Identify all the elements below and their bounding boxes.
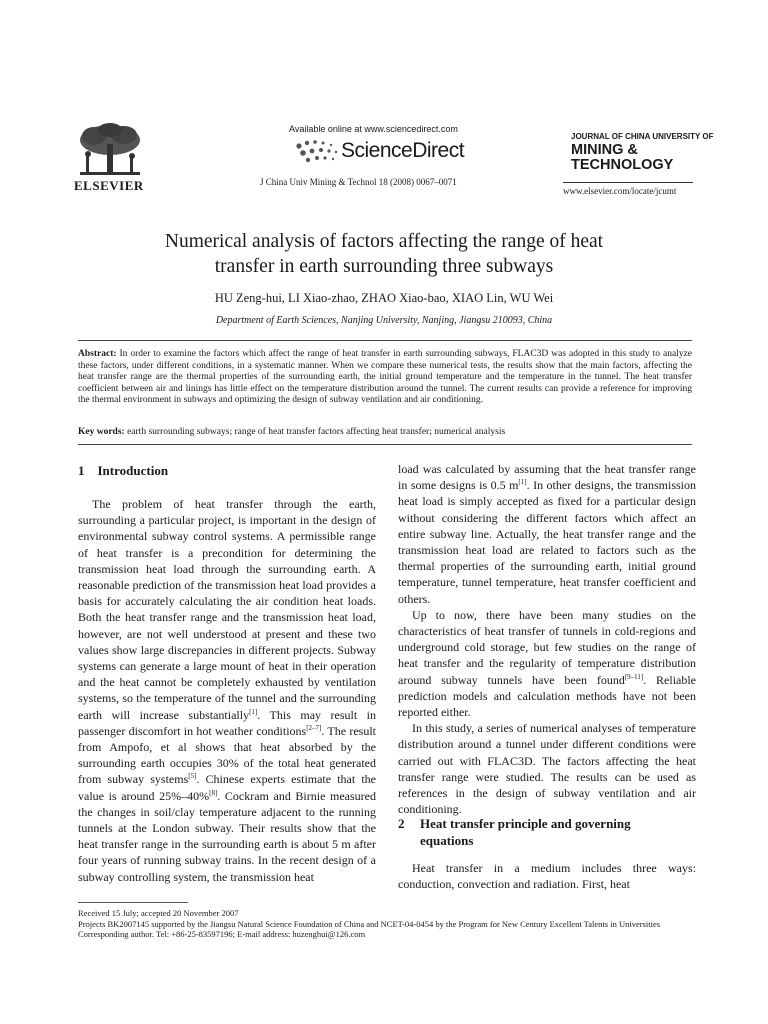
keywords-text: earth surrounding subways; range of heat transfer factors affecting heat transfer; numerical analysis	[127, 427, 506, 437]
sciencedirect-logo	[293, 137, 464, 165]
journal-citation: J China Univ Mining & Technol 18 (2008) 0067–0071	[260, 177, 457, 187]
section2-paragraph-1: Heat transfer in a medium includes three ways: conduction, convection and radiation. First, heat	[398, 861, 696, 892]
reference-link[interactable]: [1]	[249, 707, 258, 716]
intro-paragraph-2: Up to now, there have been many studies on the characteristics of heat transfer of tunnels in cold-regions and underground cold storage, but few studies on the range of heat transfer and the regularity of temperature distribution around subway tunnels have been found[9–11]. Reliable prediction models and calculation methods have not been reported either.	[398, 607, 697, 720]
footnote-rule	[78, 902, 188, 903]
intro-paragraph-3: In this study, a series of numerical analyses of temperature distribution around a tunnel under different conditions were carried out with FLAC3D. The factors affecting the heat transfer range were studied. The results can be used as references in the design of subway ventilation and air conditioning.	[398, 721, 696, 817]
right-column	[398, 461, 696, 817]
journal-name-line3: TECHNOLOGY	[571, 157, 674, 173]
sciencedirect-dots-icon	[293, 138, 339, 164]
available-online-text: Available online at www.sciencedirect.com	[289, 124, 458, 134]
section-heading-introduction	[78, 463, 168, 479]
section-heading-heat-transfer	[398, 815, 696, 849]
abstract	[78, 349, 692, 407]
reference-link[interactable]: [1]	[518, 478, 527, 487]
journal-divider	[563, 182, 693, 183]
article-title	[60, 229, 708, 279]
reference-link[interactable]: [2–7]	[306, 723, 322, 732]
abstract-label: Abstract:	[78, 349, 117, 359]
abstract-bottom-rule	[78, 444, 692, 445]
article-title-line1: Numerical analysis of factors affecting the range of heat	[164, 231, 604, 252]
footnote-received: Received 15 July; accepted 20 November 2007	[78, 908, 239, 918]
article-authors: HU Zeng-hui, LI Xiao-zhao, ZHAO Xiao-bao, XIAO Lin, WU Wei	[214, 291, 554, 305]
abstract-top-rule	[78, 340, 692, 341]
footnote-projects: Projects BK2007145 supported by the Jiangsu Natural Science Foundation of China and NCET-04-0454 by the Program for New Century Excellent Talents in Universities	[78, 918, 661, 929]
footnote-corresponding: Corresponding author. Tel: +86-25-83597196; E-mail address: huzenghui@126.com	[78, 929, 366, 939]
section2-body	[398, 860, 696, 892]
article-affiliation: Department of Earth Sciences, Nanjing University, Nanjing, Jiangsu 210093, China	[215, 315, 553, 326]
intro-paragraph-1-continued: load was calculated by assuming that the heat transfer range in some designs is 0.5 m[1]. In other designs, the transmission heat load is simply accepted as fixed for a particular design without considering the different factors which affect an entire subway line. Actually, the heat transfer range and the transmission heat load are related to factors such as the thermal properties of the surrounding earth, initial ground temperature, tunnel temperature, heat transfer coefficient and others.	[398, 462, 696, 606]
sciencedirect-wordmark: ScienceDirect	[341, 139, 465, 162]
section-title-line1: Heat transfer principle and governing	[420, 816, 631, 831]
reference-link[interactable]: [8]	[209, 788, 218, 797]
article-title-line2: transfer in earth surrounding three subways	[214, 256, 554, 277]
keywords	[78, 427, 692, 439]
section-number: 1	[78, 463, 85, 478]
reference-link[interactable]: [5]	[188, 772, 197, 781]
section-title: Introduction	[97, 463, 169, 478]
publisher-name: ELSEVIER	[74, 178, 144, 193]
section-title-line2: equations	[420, 833, 474, 848]
journal-name-line2: MINING &	[571, 142, 638, 158]
journal-name-line1: JOURNAL OF CHINA UNIVERSITY OF	[571, 132, 714, 141]
journal-name	[571, 132, 714, 173]
keywords-label: Key words:	[78, 427, 125, 437]
abstract-text: In order to examine the factors which affect the range of heat transfer in earth surrounding subways, FLAC3D was adopted in this study to analyze these factors, under different conditions, in a systematic manner. When we compare these numerical tests, the results show that the main factors, affecting the heat transfer range are the thermal properties of the surrounding earth, the initial ground temperature and the temperature in the tunnel. The heat transfer coefficient between air and linings has little effect on the temperature distribution around the tunnel. The current results can provide a reference for improving the thermal environment in subways and optimizing the design of subway ventilation and air conditioning.	[78, 349, 692, 405]
section-number: 2	[398, 816, 405, 831]
left-column	[78, 496, 376, 885]
footnotes	[78, 908, 692, 940]
reference-link[interactable]: [9–11]	[624, 672, 644, 681]
intro-paragraph-1: The problem of heat transfer through the earth, surrounding a particular project, is important in the design of environmental subway control systems. A permissible range of heat transfer is a precondition for determining the transmission heat load through the surrounding earth. A reasonable prediction of the transmission heat load provides a basis for accurately calculating the air condition heat loads. Both the heat transfer range and the transmission heat load, however, are not well understood at present and these two values show large discrepancies in different projects. Subway systems can generate a large mount of heat in their operation and the heat cannot be completely exhausted by ventilation systems, so the temperature of the tunnel and the surrounding earth will increase substantially[1]. This may result in passenger discomfort in hot weather conditions[2–7]. The result from Ampofo, et al shows that heat absorbed by the surrounding earth occupies 30% of the total heat generated from subway systems[5]. Chinese experts estimate that the value is around 25%–40%[8]. Cockram and Birnie measured the changes in soil/clay temperature adjacent to the running tunnels at the London subway. Their results show that the heat transfer range in the surrounding earth is about 5 m after four years of running subway trains. In the recent design of a subway controlling system, the transmission heat	[78, 497, 376, 884]
journal-url: www.elsevier.com/locate/jcumt	[563, 186, 677, 196]
